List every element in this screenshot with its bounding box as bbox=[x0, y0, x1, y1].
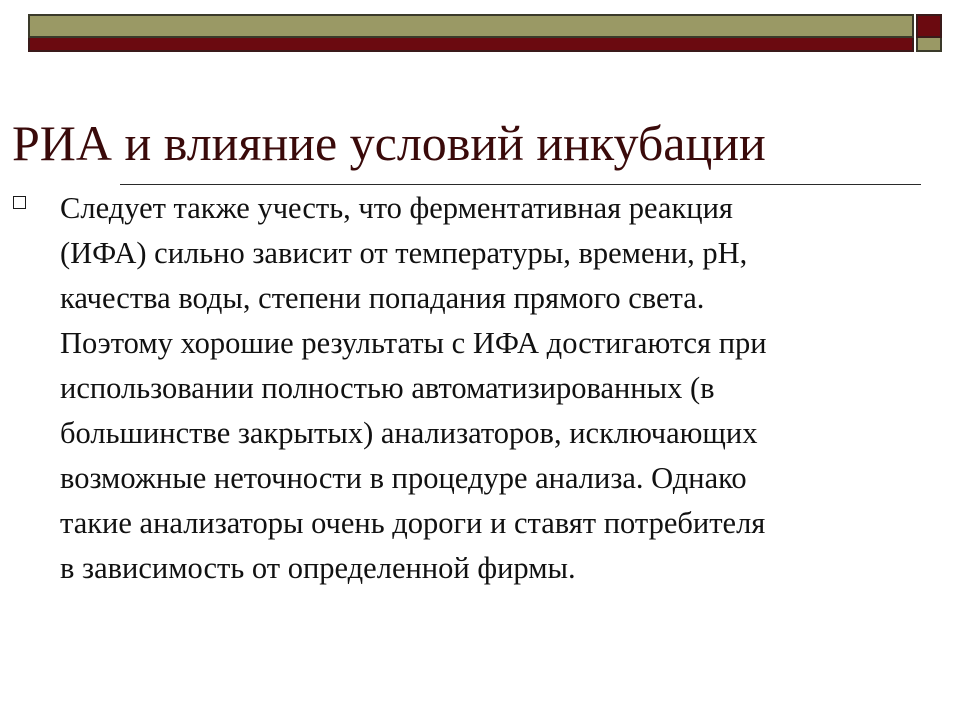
bullet-paragraph bbox=[60, 186, 940, 591]
slide-title: РИА и влияние условий инкубации bbox=[12, 115, 766, 171]
bullet-line: использовании полностью автоматизированных (в bbox=[60, 371, 715, 405]
bullet-line: в зависимость от определенной фирмы. bbox=[60, 551, 576, 585]
header-corner-square-maroon bbox=[916, 14, 942, 38]
bullet-line: Следует также учесть, что ферментативная реакция bbox=[60, 191, 733, 225]
hollow-square-bullet-icon bbox=[13, 196, 26, 209]
bullet-line: такие анализаторы очень дороги и ставят потребителя bbox=[60, 506, 766, 540]
bullet-line: (ИФА) сильно зависит от температуры, времени, рН, bbox=[60, 236, 748, 270]
title-underline-divider bbox=[120, 184, 921, 185]
bullet-line: Поэтому хорошие результаты с ИФА достигаются при bbox=[60, 326, 767, 360]
header-corner-square-olive bbox=[916, 38, 942, 52]
header-band-olive bbox=[28, 14, 914, 38]
header-band-maroon bbox=[28, 38, 914, 52]
bullet-line: возможные неточности в процедуре анализа. Однако bbox=[60, 461, 747, 495]
bullet-line: большинстве закрытых) анализаторов, исключающих bbox=[60, 416, 758, 450]
bullet-line: качества воды, степени попадания прямого света. bbox=[60, 281, 705, 315]
